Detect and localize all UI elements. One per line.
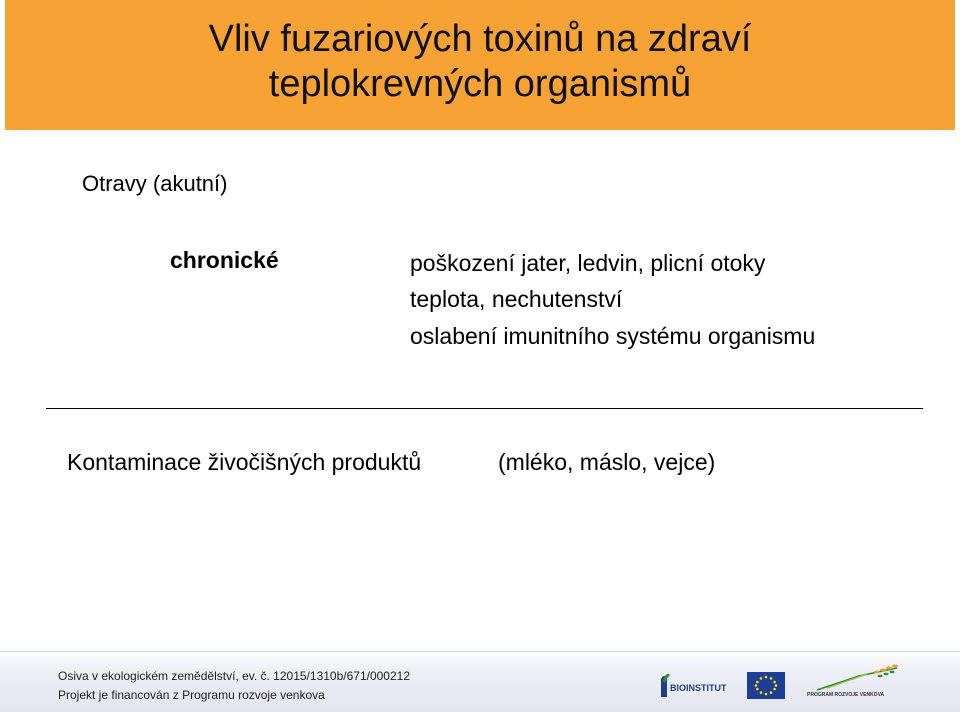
slide-title-line-1: Vliv fuzariových toxinů na zdraví xyxy=(208,18,752,60)
kontaminace-examples: (mléko, máslo, vejce) xyxy=(498,449,716,475)
prv-logo-text: PROGRAM ROZVOJE VENKOVA xyxy=(807,692,885,698)
wheat-icon xyxy=(807,662,907,692)
program-rozvoje-venkova-logo xyxy=(807,662,907,706)
footer-project-line: Osiva v ekologickém zemědělství, ev. č. 12015/1310b/671/000212 xyxy=(58,669,410,683)
eu-flag-icon xyxy=(747,672,785,699)
chronicke-label: chronické xyxy=(170,247,279,273)
bioinstitut-logo xyxy=(658,669,730,701)
symptom-item: teplota, nechutenství xyxy=(410,286,623,312)
footer-funding-line: Projekt je financován z Programu rozvoje venkova xyxy=(58,688,325,702)
divider-line xyxy=(46,408,923,409)
kontaminace-text: Kontaminace živočišných produktů xyxy=(67,449,422,475)
title-band xyxy=(5,0,955,130)
bioinstitut-logo-text: BIOINSTITUT xyxy=(670,683,727,693)
symptom-item: oslabení imunitního systému organismu xyxy=(410,323,816,349)
slide-title-line-2: teplokrevných organismů xyxy=(268,63,692,105)
symptom-item: poškození jater, ledvin, plicní otoky xyxy=(410,250,766,276)
otravy-heading: Otravy (akutní) xyxy=(82,171,228,196)
footer-bar xyxy=(0,651,960,712)
